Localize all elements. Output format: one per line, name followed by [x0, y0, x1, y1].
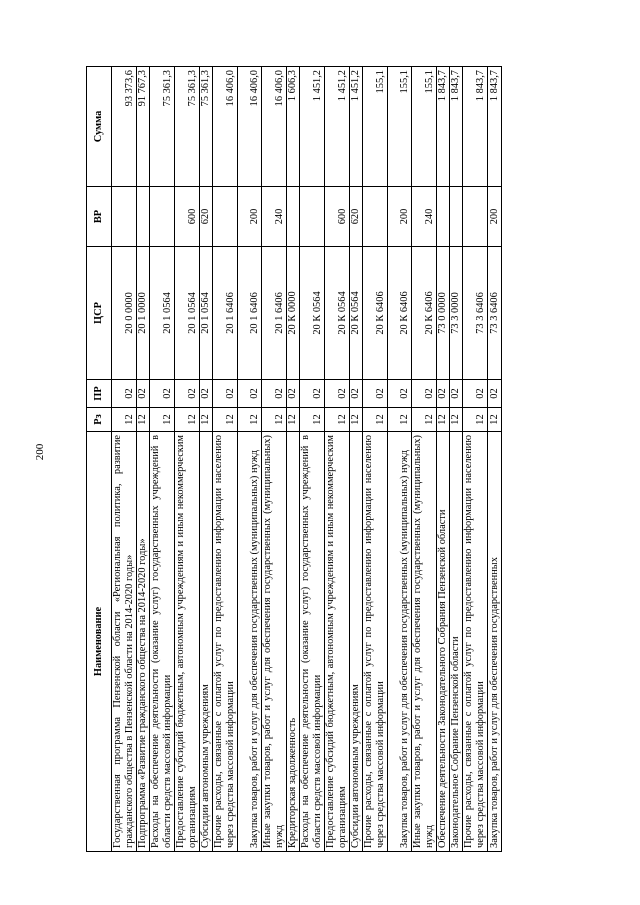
cell-csr: 20 К 0564 — [325, 247, 350, 380]
table-row — [450, 67, 463, 852]
cell-vr — [300, 187, 325, 247]
cell-name: Прочие расходы, связанные с оплатой услуг по предоставлению информации населению через средства массовой информации — [463, 432, 488, 852]
cell-pr: 02 — [150, 380, 175, 408]
table-row — [412, 67, 437, 852]
cell-sum: 1 606,3 — [287, 67, 300, 187]
cell-rz: 12 — [213, 408, 238, 432]
cell-name: Закупка товаров, работ и услуг для обеспечения государственных — [488, 432, 502, 852]
budget-table-rotated — [86, 67, 582, 852]
cell-sum: 16 406,0 — [213, 67, 238, 187]
header-vr: ВР — [87, 187, 112, 247]
page-number: 200 — [34, 443, 46, 461]
table-row — [300, 67, 325, 852]
cell-pr: 02 — [175, 380, 200, 408]
cell-name: Расходы на обеспечение деятельности (оказание услуг) государственных учреждений в области средств массовой информации — [150, 432, 175, 852]
cell-rz: 12 — [200, 408, 213, 432]
cell-vr — [112, 187, 137, 247]
table-header-row — [87, 67, 112, 852]
cell-pr: 02 — [488, 380, 502, 408]
cell-rz: 12 — [350, 408, 363, 432]
cell-sum: 1 843,7 — [450, 67, 463, 187]
cell-pr: 02 — [450, 380, 463, 408]
cell-sum: 93 373,6 — [112, 67, 137, 187]
cell-pr: 02 — [412, 380, 437, 408]
cell-vr — [363, 187, 388, 247]
cell-name: Закупка товаров, работ и услуг для обеспечения государственных (муниципальных) нужд — [238, 432, 262, 852]
cell-rz: 12 — [238, 408, 262, 432]
table-row — [150, 67, 175, 852]
cell-sum: 1 451,2 — [300, 67, 325, 187]
cell-name: Расходы на обеспечение деятельности (оказание услуг) государственных учреждений в области средств массовой информации — [300, 432, 325, 852]
cell-sum: 155,1 — [412, 67, 437, 187]
table-row — [262, 67, 287, 852]
cell-name: Прочие расходы, связанные с оплатой услуг по предоставлению информации населению через средства массовой информации — [363, 432, 388, 852]
cell-name: Предоставление субсидий бюджетным, автономным учреждениям и иным некоммерческим организациям — [175, 432, 200, 852]
cell-pr: 02 — [300, 380, 325, 408]
cell-vr — [287, 187, 300, 247]
cell-rz: 12 — [463, 408, 488, 432]
cell-rz: 12 — [137, 408, 150, 432]
cell-pr: 02 — [200, 380, 213, 408]
cell-csr: 20 1 0564 — [150, 247, 175, 380]
cell-sum: 75 361,3 — [175, 67, 200, 187]
cell-rz: 12 — [363, 408, 388, 432]
cell-rz: 12 — [262, 408, 287, 432]
table-row — [463, 67, 488, 852]
cell-name: Предоставление субсидий бюджетным, автономным учреждениям и иным некоммерческим организациям — [325, 432, 350, 852]
cell-csr: 20 1 0564 — [200, 247, 213, 380]
cell-rz: 12 — [300, 408, 325, 432]
table-row — [112, 67, 137, 852]
cell-sum: 75 361,3 — [200, 67, 213, 187]
cell-csr: 20 1 6406 — [213, 247, 238, 380]
cell-vr: 620 — [350, 187, 363, 247]
cell-pr: 02 — [325, 380, 350, 408]
cell-pr: 02 — [137, 380, 150, 408]
cell-rz: 12 — [450, 408, 463, 432]
cell-rz: 12 — [412, 408, 437, 432]
cell-vr: 240 — [262, 187, 287, 247]
cell-csr: 73 0 0000 — [437, 247, 450, 380]
cell-pr: 02 — [112, 380, 137, 408]
cell-pr: 02 — [350, 380, 363, 408]
cell-csr: 20 1 0564 — [175, 247, 200, 380]
header-pr: ПР — [87, 380, 112, 408]
cell-rz: 12 — [175, 408, 200, 432]
cell-name: Закупка товаров, работ и услуг для обеспечения государственных (муниципальных) нужд — [388, 432, 412, 852]
cell-vr — [463, 187, 488, 247]
cell-pr: 02 — [262, 380, 287, 408]
cell-vr: 600 — [175, 187, 200, 247]
cell-vr — [150, 187, 175, 247]
cell-csr: 20 К 0000 — [287, 247, 300, 380]
cell-csr: 73 3 0000 — [450, 247, 463, 380]
cell-vr — [437, 187, 450, 247]
cell-name: Иные закупки товаров, работ и услуг для обеспечения государственных (муниципальных) нужд — [412, 432, 437, 852]
cell-sum: 1 843,7 — [437, 67, 450, 187]
cell-csr: 20 1 6406 — [262, 247, 287, 380]
header-rz: Рз — [87, 408, 112, 432]
table-row — [213, 67, 238, 852]
cell-csr: 20 К 6406 — [388, 247, 412, 380]
cell-name: Прочие расходы, связанные с оплатой услуг по предоставлению информации населению через средства массовой информации — [213, 432, 238, 852]
budget-table — [86, 66, 502, 852]
table-row — [363, 67, 388, 852]
cell-csr: 73 3 6406 — [463, 247, 488, 380]
cell-name: Субсидии автономным учреждениям — [200, 432, 213, 852]
cell-vr: 240 — [412, 187, 437, 247]
table-row — [287, 67, 300, 852]
cell-name: Законодательное Собрание Пензенской области — [450, 432, 463, 852]
cell-name: Субсидии автономным учреждениям — [350, 432, 363, 852]
cell-csr: 20 0 0000 — [112, 247, 137, 380]
cell-vr: 200 — [488, 187, 502, 247]
cell-sum: 1 451,2 — [350, 67, 363, 187]
cell-rz: 12 — [287, 408, 300, 432]
cell-name: Обеспечение деятельности Законодательного Собрания Пензенской области — [437, 432, 450, 852]
cell-sum: 155,1 — [363, 67, 388, 187]
table-row — [350, 67, 363, 852]
table-row — [437, 67, 450, 852]
header-csr: ЦСР — [87, 247, 112, 380]
cell-pr: 02 — [437, 380, 450, 408]
table-row — [238, 67, 262, 852]
table-row — [388, 67, 412, 852]
cell-rz: 12 — [112, 408, 137, 432]
cell-name: Государственная программа Пензенской области «Региональная политика, развитие гражданского общества в Пензенской области на 2014-2020 годы» — [112, 432, 137, 852]
cell-pr: 02 — [388, 380, 412, 408]
cell-csr: 20 К 0564 — [350, 247, 363, 380]
table-row — [488, 67, 502, 852]
cell-vr — [137, 187, 150, 247]
cell-sum: 1 451,2 — [325, 67, 350, 187]
cell-name: Кредиторская задолженность — [287, 432, 300, 852]
header-name: Наименование — [87, 432, 112, 852]
cell-sum: 16 406,0 — [262, 67, 287, 187]
cell-csr: 20 1 6406 — [238, 247, 262, 380]
table-body — [112, 67, 502, 852]
cell-pr: 02 — [463, 380, 488, 408]
cell-csr: 20 К 6406 — [363, 247, 388, 380]
cell-vr — [450, 187, 463, 247]
cell-pr: 02 — [363, 380, 388, 408]
cell-csr: 73 3 6406 — [488, 247, 502, 380]
cell-sum: 91 767,3 — [137, 67, 150, 187]
cell-rz: 12 — [488, 408, 502, 432]
table-row — [325, 67, 350, 852]
cell-csr: 20 1 0000 — [137, 247, 150, 380]
table-row — [200, 67, 213, 852]
cell-pr: 02 — [213, 380, 238, 408]
cell-sum: 16 406,0 — [238, 67, 262, 187]
cell-vr — [213, 187, 238, 247]
cell-name: Подпрограмма «Развитие гражданского общества на 2014-2020 годы» — [137, 432, 150, 852]
table-row — [137, 67, 150, 852]
cell-sum: 75 361,3 — [150, 67, 175, 187]
cell-vr: 200 — [388, 187, 412, 247]
cell-sum: 1 843,7 — [463, 67, 488, 187]
header-sum: Сумма — [87, 67, 112, 187]
table-row — [175, 67, 200, 852]
cell-csr: 20 К 0564 — [300, 247, 325, 380]
cell-pr: 02 — [238, 380, 262, 408]
cell-rz: 12 — [437, 408, 450, 432]
cell-name: Иные закупки товаров, работ и услуг для обеспечения государственных (муниципальных) нужд — [262, 432, 287, 852]
cell-vr: 600 — [325, 187, 350, 247]
cell-vr: 620 — [200, 187, 213, 247]
cell-sum: 155,1 — [388, 67, 412, 187]
cell-csr: 20 К 6406 — [412, 247, 437, 380]
cell-rz: 12 — [388, 408, 412, 432]
cell-rz: 12 — [150, 408, 175, 432]
cell-pr: 02 — [287, 380, 300, 408]
cell-vr: 200 — [238, 187, 262, 247]
cell-rz: 12 — [325, 408, 350, 432]
cell-sum: 1 843,7 — [488, 67, 502, 187]
